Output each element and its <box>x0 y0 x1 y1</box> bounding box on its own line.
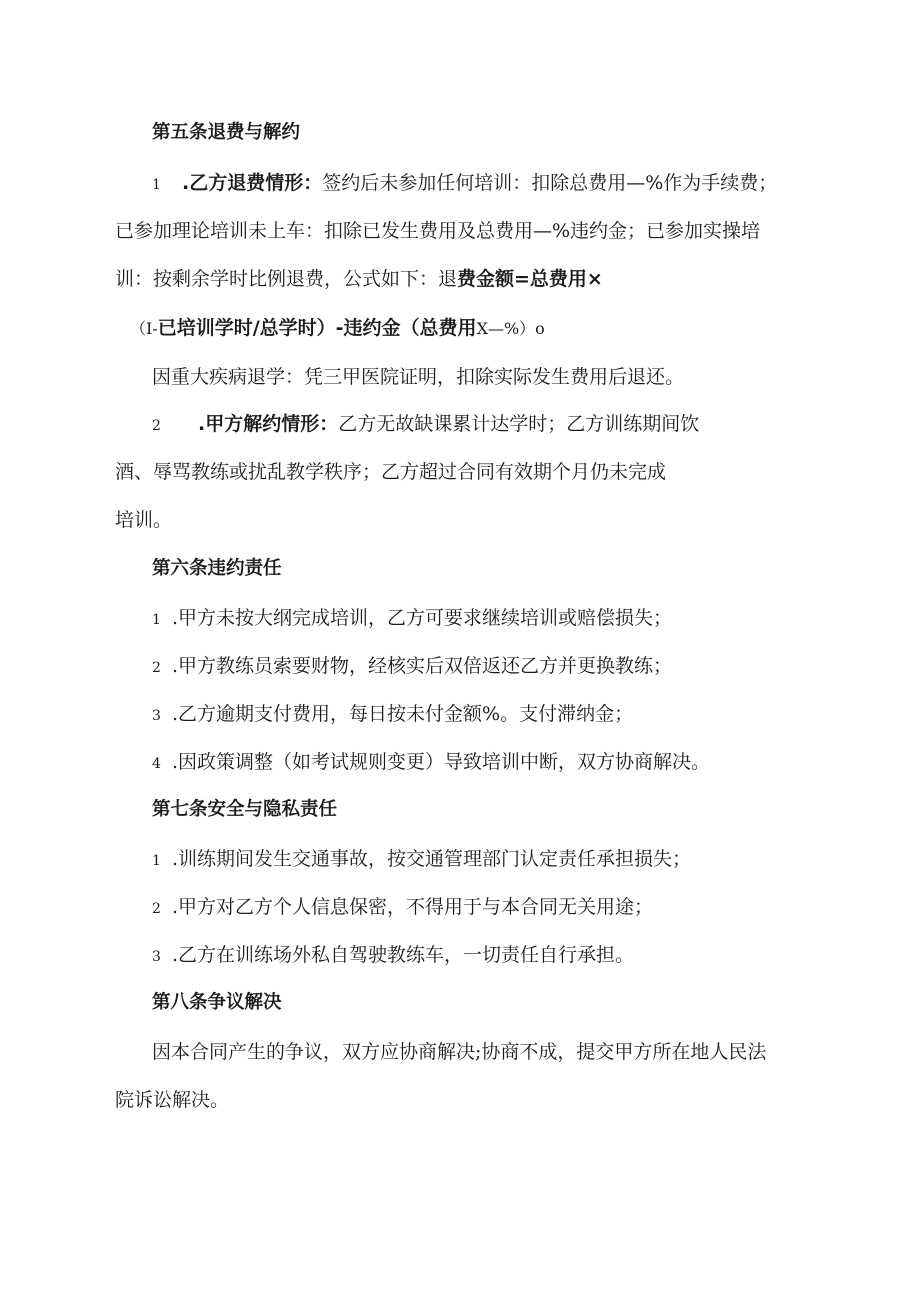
item-number: 2 <box>152 418 161 434</box>
refund-paragraph-line-1 <box>152 171 777 197</box>
list-item <box>152 654 672 680</box>
termination-label: .甲方解约情形： <box>198 413 339 435</box>
illness-refund-line: 因重大疾病退学：凭三甲医院证明，扣除实际发生费用后退还。 <box>152 366 685 388</box>
refund-text: 签约后未参加任何培训：扣除总费用—%作为手续费； <box>322 172 778 194</box>
item-number: 4 <box>152 756 161 772</box>
item-text: .乙方在训练场外私自驾驶教练车，一切责任自行承担。 <box>172 944 635 966</box>
item-number: 2 <box>152 660 161 676</box>
termination-paragraph-line-2: 酒、辱骂教练或扰乱教学秩序；乙方超过合同有效期个月仍未完成 <box>115 461 667 483</box>
refund-formula <box>130 316 545 341</box>
refund-paragraph-line-2: 已参加理论培训未上车：扣除已发生费用及总费用—%违约金；已参加实操培 <box>115 220 761 242</box>
formula-start: 费金额=总费用× <box>457 268 603 290</box>
item-text: .训练期间发生交通事故，按交通管理部门认定责任承担损失； <box>172 848 692 870</box>
dispute-paragraph-line-2: 院诉讼解决。 <box>115 1089 230 1111</box>
list-item <box>152 895 653 921</box>
list-item <box>152 943 634 969</box>
item-text: .甲方未按大纲完成培训，乙方可要求继续培训或赔偿损失； <box>172 607 673 629</box>
section-8-title: 第八条争议解决 <box>152 992 282 1013</box>
list-item <box>152 702 633 728</box>
list-item <box>152 750 710 776</box>
item-number: 1 <box>152 177 161 193</box>
item-text: .乙方逾期支付费用，每日按未付金额%。支付滞纳金； <box>172 703 634 725</box>
dispute-paragraph-line-1: 因本合同产生的争议，双方应协商解决;协商不成，提交甲方所在地人民法 <box>152 1041 767 1063</box>
termination-text: 乙方无故缺课累计达学时；乙方训练期间饮 <box>338 413 700 435</box>
section-6-title: 第六条违约责任 <box>152 558 282 579</box>
refund-text: 训：按剩余学时比例退费，公式如下：退 <box>115 268 458 290</box>
item-number: 3 <box>152 708 161 724</box>
item-number: 3 <box>152 949 161 965</box>
item-text: .甲方对乙方个人信息保密，不得用于与本合同无关用途； <box>172 896 654 918</box>
list-item <box>152 606 672 632</box>
item-text: .因政策调整（如考试规则变更）导致培训中断，双方协商解决。 <box>172 751 711 773</box>
section-5-title: 第五条退费与解约 <box>152 122 301 143</box>
list-item <box>152 847 691 873</box>
item-number: 2 <box>152 901 161 917</box>
formula-end: X—%）o <box>476 319 545 338</box>
section-7-title: 第七条安全与隐私责任 <box>152 799 338 820</box>
item-number: 1 <box>152 612 161 628</box>
termination-paragraph-line-3: 培训。 <box>115 509 173 531</box>
item-text: .甲方教练员索要财物，经核实后双倍返还乙方并更换教练； <box>172 655 673 677</box>
refund-label: .乙方退费情形： <box>182 172 323 194</box>
item-number: 1 <box>152 853 161 869</box>
formula-body: 已培训学时/总学时）-违约金（总费用 <box>157 317 477 339</box>
refund-paragraph-line-3 <box>115 267 603 291</box>
termination-paragraph-line-1 <box>152 412 699 438</box>
formula-open: （I- <box>130 319 158 338</box>
